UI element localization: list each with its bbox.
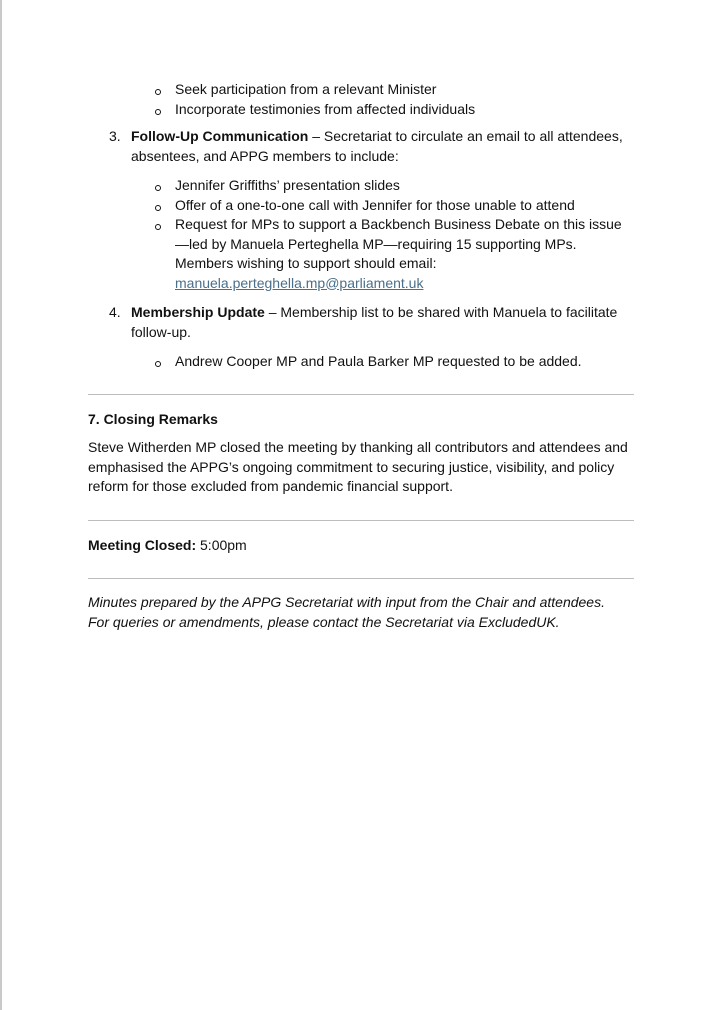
divider [88, 578, 634, 579]
membership-sub-list [88, 352, 634, 372]
numbered-item-membership [88, 303, 634, 342]
page-edge [0, 0, 2, 1010]
list-item-text: Request for MPs to support a Backbench Business Debate on this issue—led by Manuela Perteghella MP—requiring 15 supporting MPs. Members wishing to support should email: [175, 216, 622, 271]
follow-up-sub-list [88, 176, 634, 293]
section-heading: 7. Closing Remarks [88, 410, 218, 427]
footer-note [88, 593, 634, 632]
email-link[interactable]: manuela.perteghella.mp@parliament.uk [175, 274, 424, 291]
footer-note-line: For queries or amendments, please contact the Secretariat via ExcludedUK. [88, 613, 560, 630]
numbered-item-follow-up [88, 127, 634, 166]
list-item: Offer of a one-to-one call with Jennifer for those unable to attend [175, 196, 634, 216]
meeting-closed-time: 5:00pm [196, 536, 247, 553]
list-item: Andrew Cooper MP and Paula Barker MP requested to be added. [175, 352, 634, 372]
list-item [175, 215, 634, 293]
divider [88, 520, 634, 521]
item-number: 4. [109, 304, 121, 320]
item-text: – Membership list to be shared with Manuela to facilitate follow-up. [131, 304, 618, 340]
list-item: Seek participation from a relevant Minister [175, 80, 634, 100]
item-text: – Secretariat to circulate an email to all attendees, absentees, and APPG members to include: [131, 128, 623, 164]
list-item: Incorporate testimonies from affected individuals [175, 100, 634, 120]
meeting-closed [88, 536, 634, 556]
document-body [88, 80, 634, 632]
footer-note-line: Minutes prepared by the APPG Secretariat with input from the Chair and attendees. [88, 594, 605, 610]
pre-sub-list [88, 80, 634, 119]
item-title: Membership Update [131, 304, 265, 320]
closing-paragraph: Steve Witherden MP closed the meeting by thanking all contributors and attendees and emphasised the APPG’s ongoing commitment to securing justice, visibility, and policy reform for those excluded from pandemic financial support. [88, 439, 628, 494]
meeting-closed-label: Meeting Closed: [88, 536, 197, 553]
item-title: Follow-Up Communication [131, 128, 309, 144]
list-item: Jennifer Griffiths’ presentation slides [175, 176, 634, 196]
item-number: 3. [109, 128, 121, 144]
divider [88, 394, 634, 395]
